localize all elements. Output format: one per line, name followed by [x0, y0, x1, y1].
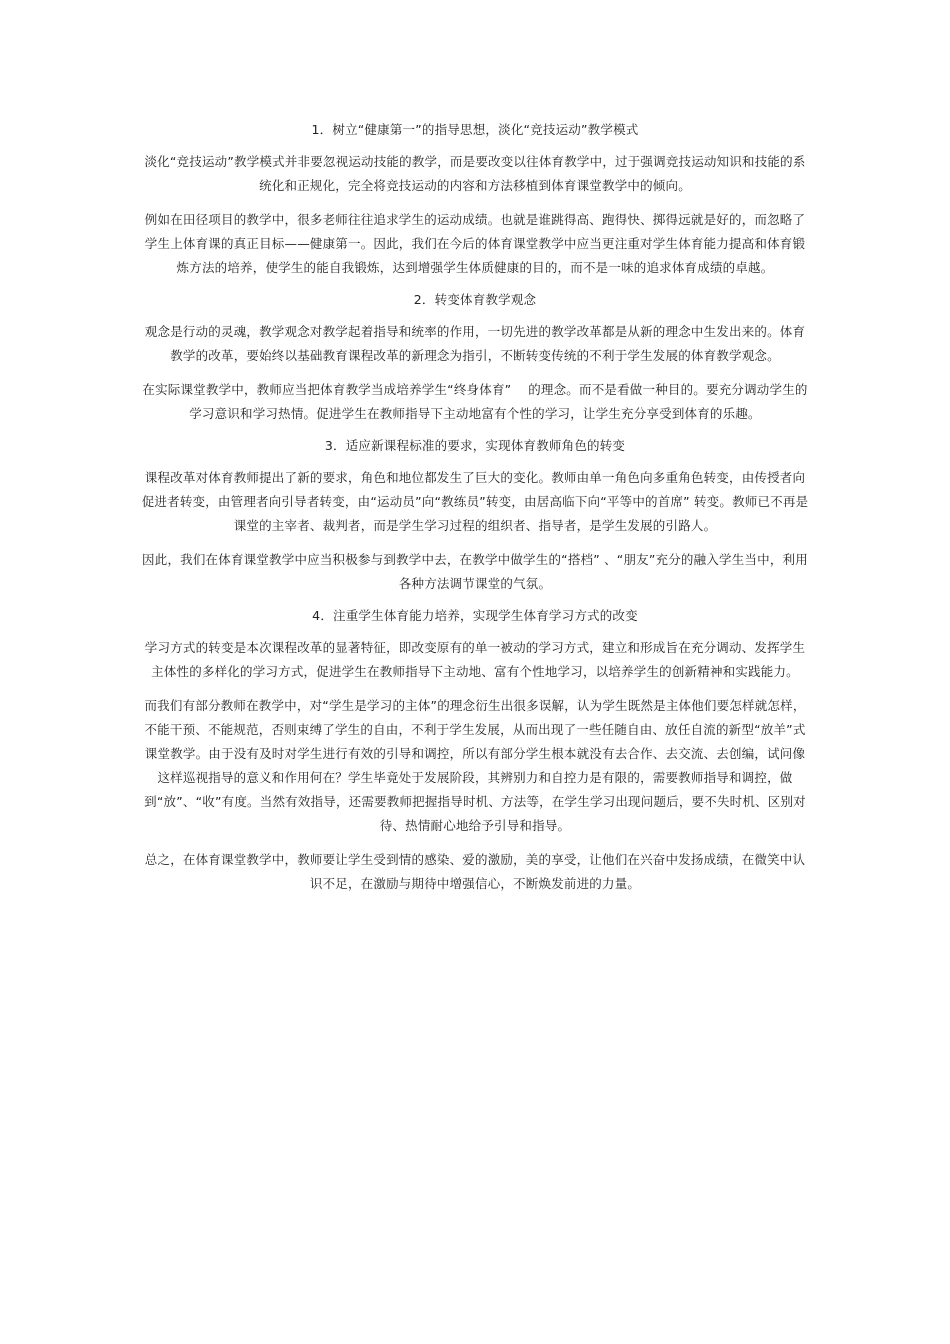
paragraph: 课程改革对体育教师提出了新的要求，角色和地位都发生了巨大的变化。教师由单一角色向多重角色转变，由传授者向促进者转变，由管理者向引导者转变，由“运动员”向“教练员”转变，由居高临下向“平等中的首席” 转变。教师已不再是课堂的主宰者、裁判者，而是学生学习过程的组织者、指导者，是学生发展的引路人。	[141, 470, 809, 533]
paragraph: 因此，我们在体育课堂教学中应当积极参与到教学中去，在教学中做学生的“搭档” 、“朋友”充分的融入学生当中，利用各种方法调节课堂的气氛。	[142, 552, 808, 591]
paragraph: 而我们有部分教师在教学中，对“学生是学习的主体”的理念衍生出很多误解，认为学生既然是主体他们要怎样就怎样，不能干预、不能规范，否则束缚了学生的自由，不利于学生发展，从而出现了一些任随自由、放任自流的新型“放羊”式课堂教学。由于没有及时对学生进行有效的引导和调控，所以有部分学生根本就没有去合作、去交流、去创编，试问像这样巡视指导的意义和作用何在？学生毕竟处于发展阶段，其辨别力和自控力是有限的，需要教师指导和调控，做到“放”、“收”有度。当然有效指导，还需要教师把握指导时机、方法等，在学生学习出现问题后，要不失时机、区别对待、热情耐心地给予引导和指导。	[144, 698, 806, 833]
paragraph: 学习方式的转变是本次课程改革的显著特征，即改变原有的单一被动的学习方式，建立和形成旨在充分调动、发挥学生主体性的多样化的学习方式，促进学生在教师指导下主动地、富有个性地学习，以培养学生的创新精神和实践能力。	[144, 640, 806, 679]
paragraph: 观念是行动的灵魂，教学观念对教学起着指导和统率的作用，一切先进的教学改革都是从新的理念中生发出来的。体育教学的改革，要始终以基础教育课程改革的新理念为指引，不断转变传统的不利于学生发展的体育教学观念。	[144, 324, 806, 363]
paragraph: 在实际课堂教学中，教师应当把体育教学当成培养学生“终身体育” 的理念。而不是看做一种目的。要充分调动学生的学习意识和学习热情。促进学生在教师指导下主动地富有个性的学习，让学生充分享受到体育的乐趣。	[142, 382, 808, 421]
section-heading-1: 1．树立“健康第一”的指导思想，淡化“竞技运动”教学模式	[311, 122, 639, 137]
paragraph: 总之，在体育课堂教学中，教师要让学生受到情的感染、爱的激励，美的享受，让他们在兴奋中发扬成绩，在微笑中认识不足，在激励与期待中增强信心，不断焕发前进的力量。	[144, 852, 806, 891]
section-heading-4: 4．注重学生体育能力培养，实现学生体育学习方式的改变	[312, 608, 638, 623]
paragraph: 淡化“竞技运动”教学模式并非要忽视运动技能的教学，而是要改变以往体育教学中，过于强调竞技运动知识和技能的系统化和正规化，完全将竞技运动的内容和方法移植到体育课堂教学中的倾向。	[144, 154, 806, 193]
section-heading-2: 2．转变体育教学观念	[413, 292, 537, 307]
section-heading-3: 3．适应新课程标准的要求，实现体育教师角色的转变	[324, 438, 626, 453]
document-body	[140, 118, 810, 906]
paragraph: 例如在田径项目的教学中，很多老师往往追求学生的运动成绩。也就是谁跳得高、跑得快、掷得远就是好的，而忽略了学生上体育课的真正目标——健康第一。因此，我们在今后的体育课堂教学中应当更注重对学生体育能力提高和体育锻炼方法的培养，使学生的能自我锻炼，达到增强学生体质健康的目的，而不是一味的追求体育成绩的卓越。	[144, 212, 806, 275]
